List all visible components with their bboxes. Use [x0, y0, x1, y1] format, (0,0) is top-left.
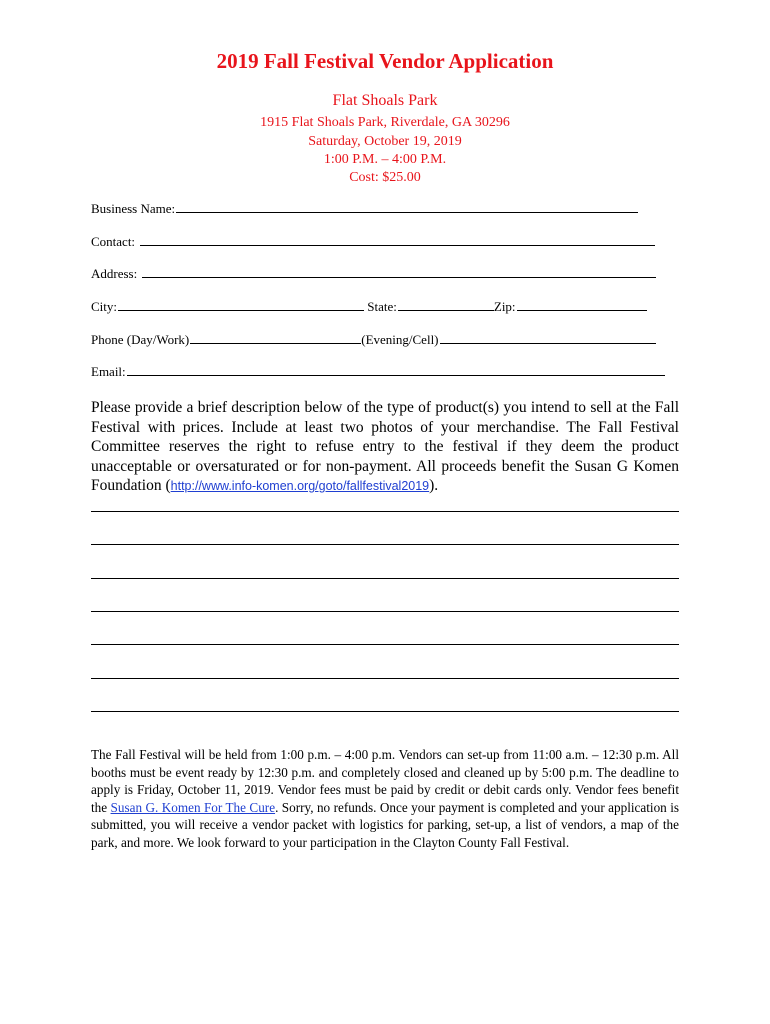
state-field[interactable]	[398, 299, 494, 311]
address-field[interactable]	[142, 266, 656, 278]
park-address: 1915 Flat Shoals Park, Riverdale, GA 30296	[260, 115, 510, 130]
description-line-6[interactable]	[91, 678, 679, 679]
business-name-label: Business Name:	[91, 201, 176, 216]
contact-row	[91, 234, 655, 250]
event-cost: Cost: $25.00	[349, 170, 421, 185]
footer-text-2: . Sorry, no refunds. Once your payment is completed and your application is submitted, you will receive a vendor packet with logistics for parking, set-up, a list of vendors, a map of the park, and more. We look forward to your participation in the Clayton County Fall Festival.	[91, 799, 679, 850]
zip-label: Zip:	[493, 299, 516, 314]
phone-evening-field[interactable]	[440, 332, 656, 344]
description-line-7[interactable]	[91, 711, 679, 712]
phone-day-label: Phone (Day/Work)	[91, 332, 190, 347]
event-time: 1:00 P.M. – 4:00 P.M.	[323, 152, 447, 167]
phone-row	[91, 332, 656, 348]
description-suffix: ).	[429, 477, 439, 494]
description-line-1[interactable]	[91, 511, 679, 512]
phone-day-field[interactable]	[190, 332, 361, 344]
email-label: Email:	[91, 364, 126, 379]
page-title: 2019 Fall Festival Vendor Application	[216, 49, 554, 73]
komen-cure-link[interactable]: Susan G. Komen For The Cure	[110, 799, 276, 815]
email-row	[91, 364, 665, 380]
phone-evening-label: (Evening/Cell)	[361, 332, 439, 347]
park-name: Flat Shoals Park	[332, 92, 438, 109]
address-label: Address:	[91, 266, 138, 281]
event-date: Saturday, October 19, 2019	[308, 134, 462, 149]
description-line-3[interactable]	[91, 578, 679, 579]
description-line-2[interactable]	[91, 544, 679, 545]
product-description-instructions	[91, 398, 679, 497]
city-label: City:	[91, 299, 118, 314]
description-text: Please provide a brief description below of the type of product(s) you intend to sell at the Fall Festival with prices. Include at least two photos of your merchandise. The Fall Festival Committee reserves the right to refuse entry to the festival if they deem the product unacceptable or oversaturated or for non-payment. All proceeds benefit the Susan G Komen Foundation (	[91, 399, 679, 494]
city-state-zip-row	[91, 299, 647, 315]
city-field[interactable]	[118, 299, 364, 311]
business-name-row	[91, 201, 638, 217]
contact-field[interactable]	[140, 234, 655, 246]
festival-info-paragraph	[91, 746, 679, 851]
zip-field[interactable]	[517, 299, 647, 311]
address-row	[91, 266, 656, 282]
komen-festival-link[interactable]: http://www.info-komen.org/goto/fallfestival2019	[170, 479, 430, 493]
state-label: State:	[367, 299, 397, 314]
contact-label: Contact:	[91, 234, 136, 249]
email-field[interactable]	[127, 364, 665, 376]
footer-text-1: The Fall Festival will be held from 1:00 p.m. – 4:00 p.m. Vendors can set-up from 11:00 a.m. – 12:30 p.m. All booths must be event ready by 12:30 p.m. and completely closed and cleaned up by 5:00 p.m. The deadline to apply is Friday, October 11, 2019. Vendor fees must be paid by credit or debit cards only. Vendor fees benefit the	[91, 747, 679, 815]
description-line-5[interactable]	[91, 644, 679, 645]
description-line-4[interactable]	[91, 611, 679, 612]
business-name-field[interactable]	[176, 201, 638, 213]
